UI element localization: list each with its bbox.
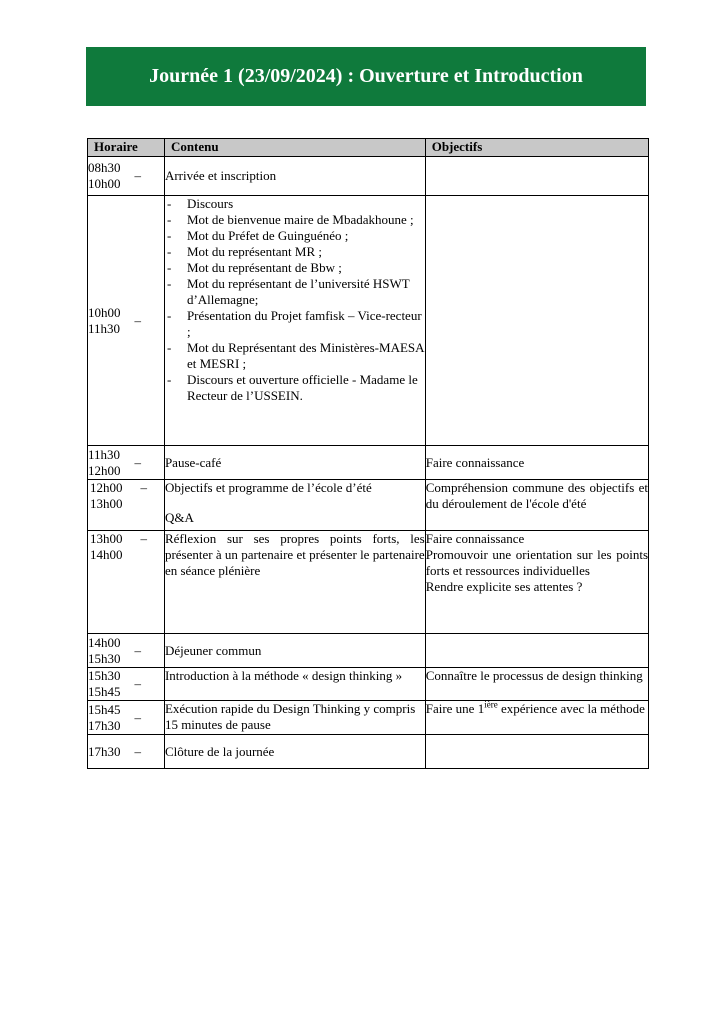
schedule-table [87,138,649,769]
table-row [88,668,649,701]
content-qa: Q&A [164,510,194,525]
time-cell [88,196,165,446]
list-item: - Mot du représentant MR ; [165,244,425,260]
list-item: - Discours [165,196,425,212]
table-row [88,196,649,446]
content-cell: Introduction à la méthode « design thinking » [164,668,425,701]
time-separator: – [134,709,141,725]
time-separator: – [140,531,147,546]
objective-cell: Faire connaissance [425,446,648,480]
time-cell [88,735,165,769]
time-cell [88,701,165,735]
objective-line: Rendre explicite ses attentes ? [425,579,583,594]
end-time: 14h00 [90,547,123,562]
table-header-row [88,139,649,157]
objective-cell [425,196,648,446]
list-item: - Mot du Préfet de Guinguénéo ; [165,228,425,244]
time-separator: – [134,743,141,759]
table-row [88,480,649,531]
objective-cell: Compréhension commune des objectifs et du déroulement de l'école d'été [425,480,648,531]
objective-cell [425,157,648,196]
header-horaire: Horaire [88,139,165,157]
list-item: - Discours et ouverture officielle - Madame le Recteur de l’USSEIN. [165,372,425,404]
content-cell: Arrivée et inscription [164,157,425,196]
time-separator: – [134,312,141,328]
table-row [88,634,649,668]
objective-text-start: Faire une 1 [425,701,485,716]
time-cell [88,668,165,701]
objective-cell [425,735,648,769]
time-separator: – [134,168,141,183]
time-separator: – [134,676,141,691]
objective-cell: Connaître le processus de design thinking [425,668,648,701]
end-time: 15h30 [88,650,121,666]
end-time: 12h00 [88,462,121,478]
time-cell [88,634,165,668]
page-title: Journée 1 (23/09/2024) : Ouverture et Introduction [86,47,646,106]
time-cell [88,446,165,480]
time-cell [88,157,165,196]
content-cell [164,480,425,531]
table-row [88,531,649,634]
start-time: 13h00 [90,531,123,546]
list-item: - Mot du Représentant des Ministères-MAESA et MESRI ; [165,340,425,372]
time-separator: – [140,480,147,495]
time-cell [88,480,165,531]
start-time: 15h30 [88,668,121,683]
table-row [88,701,649,735]
end-time: 17h30 [88,717,121,733]
end-time: 15h45 [88,684,121,699]
objective-cell [425,531,648,634]
objective-line: Faire connaissance [425,531,525,546]
list-item: - Mot du représentant de l’université HSWT d’Allemagne; [165,276,425,308]
content-cell: Clôture de la journée [164,735,425,769]
end-time: 13h00 [90,496,123,511]
speech-list [165,196,425,404]
list-item: - Mot du représentant de Bbw ; [165,260,425,276]
table-row [88,446,649,480]
start-time: 10h00 [88,304,121,320]
content-cell: Exécution rapide du Design Thinking y compris 15 minutes de pause [164,701,425,735]
start-time: 17h30 [88,743,121,759]
end-time: 10h00 [88,176,121,191]
list-item: - Présentation du Projet famfisk – Vice-recteur ; [165,308,425,340]
header-contenu: Contenu [164,139,425,157]
content-cell: Déjeuner commun [164,634,425,668]
header-objectifs: Objectifs [425,139,648,157]
objective-cell [425,701,648,735]
time-cell [88,531,165,634]
objective-text-end: expérience avec la méthode [497,701,645,716]
start-time: 11h30 [88,446,121,462]
start-time: 14h00 [88,634,121,650]
content-cell: Pause-café [164,446,425,480]
objective-line: Promouvoir une orientation sur les points forts et ressources individuelles [425,547,648,578]
start-time: 15h45 [88,701,121,717]
end-time: 11h30 [88,320,121,336]
list-item: - Mot de bienvenue maire de Mbadakhoune ; [165,212,425,228]
content-cell: Réflexion sur ses propres points forts, les présenter à un partenaire et présenter le partenaire en séance plénière [164,531,425,634]
start-time: 08h30 [88,160,121,175]
table-row [88,157,649,196]
content-text: Objectifs et programme de l’école d’été [164,480,372,495]
time-separator: – [134,454,141,470]
time-separator: – [134,642,141,658]
content-cell [164,196,425,446]
objective-cell [425,634,648,668]
objective-superscript: ière [484,699,498,710]
table-row [88,735,649,769]
start-time: 12h00 [90,480,123,495]
